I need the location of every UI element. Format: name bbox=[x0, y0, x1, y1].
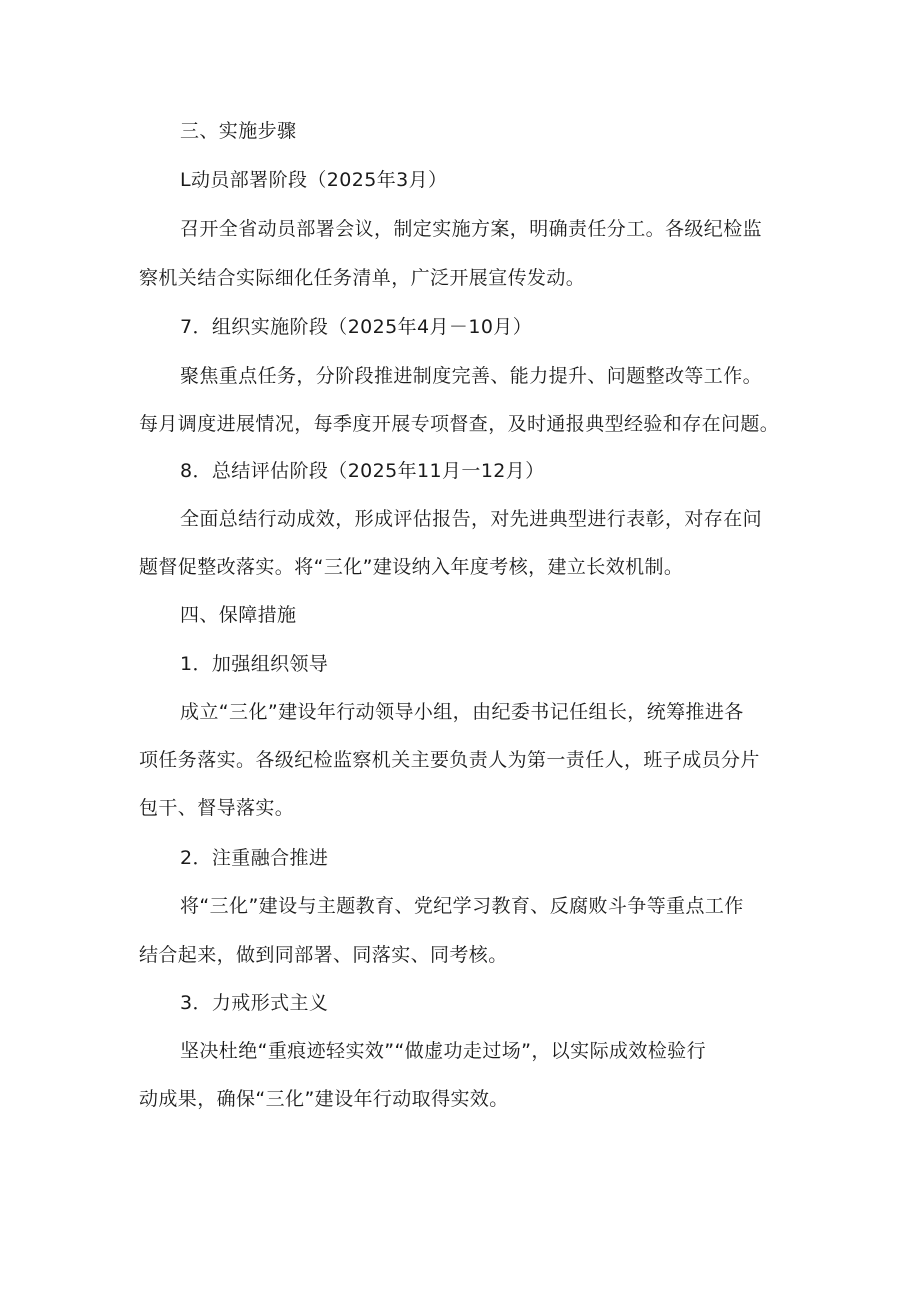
stage-heading-implementation: 7．组织实施阶段（2025年4月－10月） bbox=[180, 316, 533, 338]
paragraph-line: 每月调度进展情况，每季度开展专项督查，及时通报典型经验和存在问题。 bbox=[139, 413, 780, 435]
paragraph-line: 聚焦重点任务，分阶段推进制度完善、能力提升、问题整改等工作。 bbox=[180, 365, 763, 387]
section-heading-safeguards: 四、保障措施 bbox=[180, 604, 297, 626]
section-heading-implementation-steps: 三、实施步骤 bbox=[180, 120, 297, 142]
paragraph-line: 成立“三化”建设年行动领导小组，由纪委书记任组长，统筹推进各 bbox=[180, 701, 744, 723]
stage-heading-mobilization: L动员部署阶段（2025年3月） bbox=[180, 169, 448, 191]
paragraph-line: 坚决杜绝“重痕迹轻实效”“做虚功走过场”，以实际成效检验行 bbox=[180, 1040, 706, 1062]
paragraph-line: 全面总结行动成效，形成评估报告，对先进典型进行表彰，对存在问 bbox=[180, 508, 763, 530]
paragraph-line: 题督促整改落实。将“三化”建设纳入年度考核，建立长效机制。 bbox=[139, 556, 684, 578]
stage-heading-evaluation: 8．总结评估阶段（2025年11月一12月） bbox=[180, 460, 545, 482]
paragraph-line: 召开全省动员部署会议，制定实施方案，明确责任分工。各级纪检监 bbox=[180, 218, 763, 240]
paragraph-line: 结合起来，做到同部署、同落实、同考核。 bbox=[139, 944, 508, 966]
measure-heading-formalism: 3．力戒形式主义 bbox=[180, 992, 329, 1014]
paragraph-line: 将“三化”建设与主题教育、党纪学习教育、反腐败斗争等重点工作 bbox=[180, 895, 744, 917]
measure-heading-leadership: 1．加强组织领导 bbox=[180, 653, 329, 675]
paragraph-line: 察机关结合实际细化任务清单，广泛开展宣传发动。 bbox=[139, 267, 586, 289]
paragraph-line: 包干、督导落实。 bbox=[139, 797, 295, 819]
measure-heading-integration: 2．注重融合推进 bbox=[180, 847, 329, 869]
paragraph-line: 项任务落实。各级纪检监察机关主要负责人为第一责任人，班子成员分片 bbox=[139, 749, 760, 771]
paragraph-line: 动成果，确保“三化”建设年行动取得实效。 bbox=[139, 1088, 509, 1110]
